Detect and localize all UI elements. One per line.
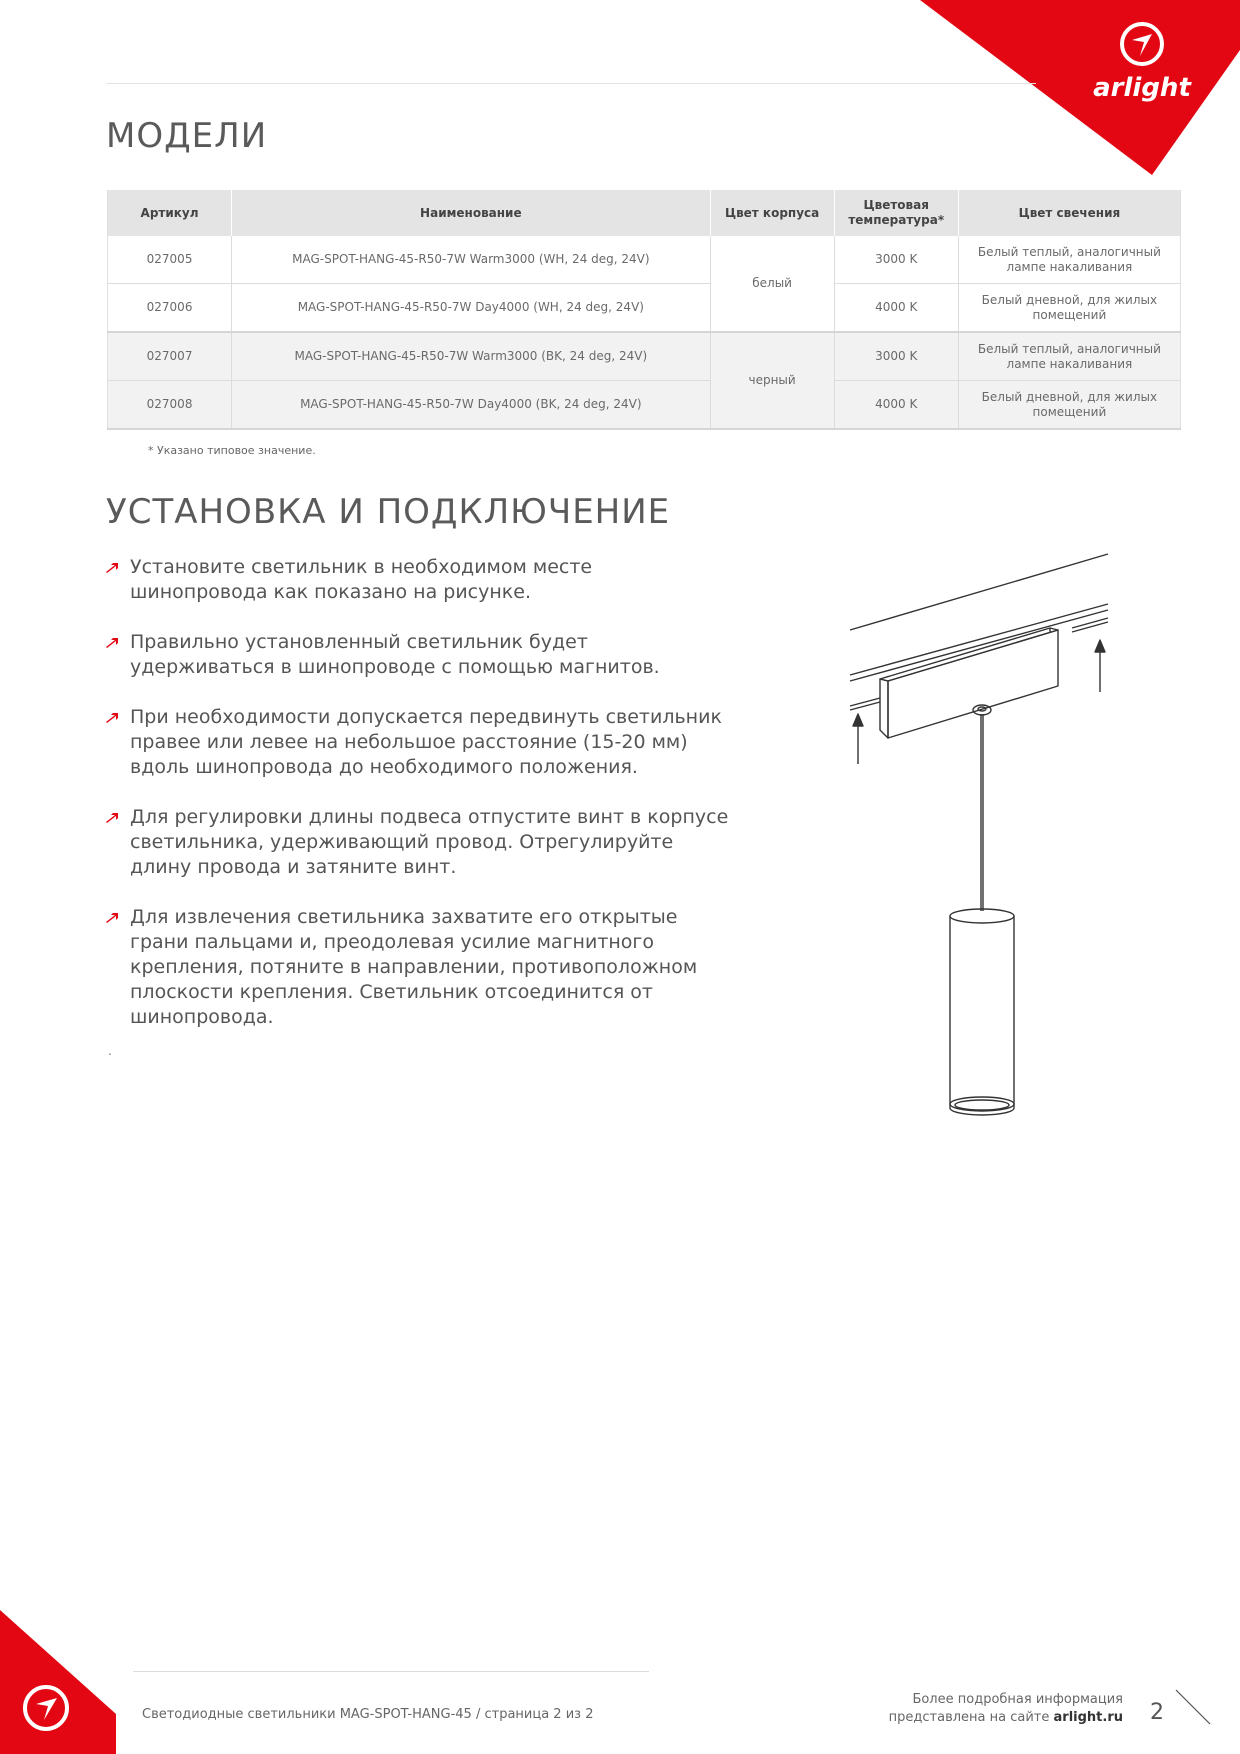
footer-info-prefix: представлена на сайте bbox=[888, 1710, 1054, 1725]
table-header-row bbox=[108, 190, 1181, 236]
cell-name: MAG-SPOT-HANG-45-R50-7W Day4000 (WH, 24 deg, 24V) bbox=[232, 284, 710, 333]
table-row bbox=[108, 284, 1181, 333]
step-text: Установите светильник в необходимом месте шинопровода как показано на рисунке. bbox=[130, 556, 593, 603]
bullet-arrow-icon bbox=[106, 563, 120, 573]
install-title: УСТАНОВКА И ПОДКЛЮЧЕНИЕ bbox=[106, 492, 671, 532]
header-name: Наименование bbox=[232, 190, 710, 236]
installation-illustration bbox=[840, 548, 1120, 1128]
cell-article: 027005 bbox=[108, 236, 232, 284]
brand-corner-top bbox=[920, 0, 1240, 180]
trailing-dot: . bbox=[108, 1044, 112, 1058]
header-color-temp: Цветовая температура* bbox=[834, 190, 958, 236]
list-item bbox=[104, 630, 734, 680]
table-row bbox=[108, 381, 1181, 430]
footer-info-line2 bbox=[840, 1709, 1123, 1727]
bullet-arrow-icon bbox=[106, 713, 120, 723]
cell-temp: 3000 K bbox=[834, 332, 958, 381]
table-row bbox=[108, 236, 1181, 284]
list-item bbox=[104, 555, 734, 605]
brand-logo-text: arlight bbox=[1093, 73, 1191, 103]
bullet-arrow-icon bbox=[106, 813, 120, 823]
step-text: Для извлечения светильника захватите его открытые грани пальцами и, преодолевая усилие магнитного крепления, потяните в направлении, противоположном плоскости крепления. Светильник отсоединится от шинопровода. bbox=[130, 906, 698, 1028]
footer-site-link[interactable]: arlight.ru bbox=[1053, 1710, 1123, 1725]
cell-temp: 3000 K bbox=[834, 236, 958, 284]
cell-article: 027006 bbox=[108, 284, 232, 333]
header-glow-color: Цвет свечения bbox=[958, 190, 1180, 236]
list-item bbox=[104, 705, 734, 780]
cell-temp: 4000 K bbox=[834, 381, 958, 430]
models-title: МОДЕЛИ bbox=[106, 116, 268, 156]
cell-article: 027008 bbox=[108, 381, 232, 430]
cell-glow: Белый теплый, аналогичный лампе накаливания bbox=[958, 236, 1180, 284]
top-divider bbox=[106, 83, 1036, 84]
brand-corner-bottom bbox=[0, 1610, 120, 1754]
page-slash-icon bbox=[1172, 1688, 1212, 1728]
bullet-arrow-icon bbox=[106, 913, 120, 923]
table-row bbox=[108, 332, 1181, 381]
header-body-color: Цвет корпуса bbox=[710, 190, 834, 236]
footer-divider bbox=[133, 1671, 649, 1672]
table-footnote: * Указано типовое значение. bbox=[148, 444, 316, 457]
cell-article: 027007 bbox=[108, 332, 232, 381]
step-text: При необходимости допускается передвинуть светильник правее или левее на небольшое расстояние (15-20 мм) вдоль шинопровода до необходимого положения. bbox=[130, 706, 722, 778]
cell-name: MAG-SPOT-HANG-45-R50-7W Day4000 (BK, 24 deg, 24V) bbox=[232, 381, 710, 430]
cell-glow: Белый теплый, аналогичный лампе накаливания bbox=[958, 332, 1180, 381]
bullet-arrow-icon bbox=[106, 638, 120, 648]
cell-name: MAG-SPOT-HANG-45-R50-7W Warm3000 (WH, 24 deg, 24V) bbox=[232, 236, 710, 284]
step-text: Правильно установленный светильник будет удерживаться в шинопроводе с помощью магнитов. bbox=[130, 631, 660, 678]
list-item bbox=[104, 805, 734, 880]
list-item bbox=[104, 905, 734, 1030]
footer-doc-title: Светодиодные светильники MAG-SPOT-HANG-45 / страница 2 из 2 bbox=[142, 1707, 594, 1722]
page-number: 2 bbox=[1150, 1700, 1164, 1725]
step-text: Для регулировки длины подвеса отпустите винт в корпусе светильника, удерживающий провод. Отрегулируйте длину провода и затяните винт. bbox=[130, 806, 729, 878]
install-steps-list bbox=[104, 555, 734, 1055]
cell-body-color: белый bbox=[710, 236, 834, 332]
models-table bbox=[107, 190, 1181, 430]
cell-temp: 4000 K bbox=[834, 284, 958, 333]
cell-glow: Белый дневной, для жилых помещений bbox=[958, 284, 1180, 333]
footer-info-line1: Более подробная информация bbox=[912, 1692, 1123, 1707]
cell-body-color: черный bbox=[710, 332, 834, 429]
header-article: Артикул bbox=[108, 190, 232, 236]
cell-name: MAG-SPOT-HANG-45-R50-7W Warm3000 (BK, 24 deg, 24V) bbox=[232, 332, 710, 381]
cell-glow: Белый дневной, для жилых помещений bbox=[958, 381, 1180, 430]
footer-info bbox=[840, 1691, 1123, 1727]
